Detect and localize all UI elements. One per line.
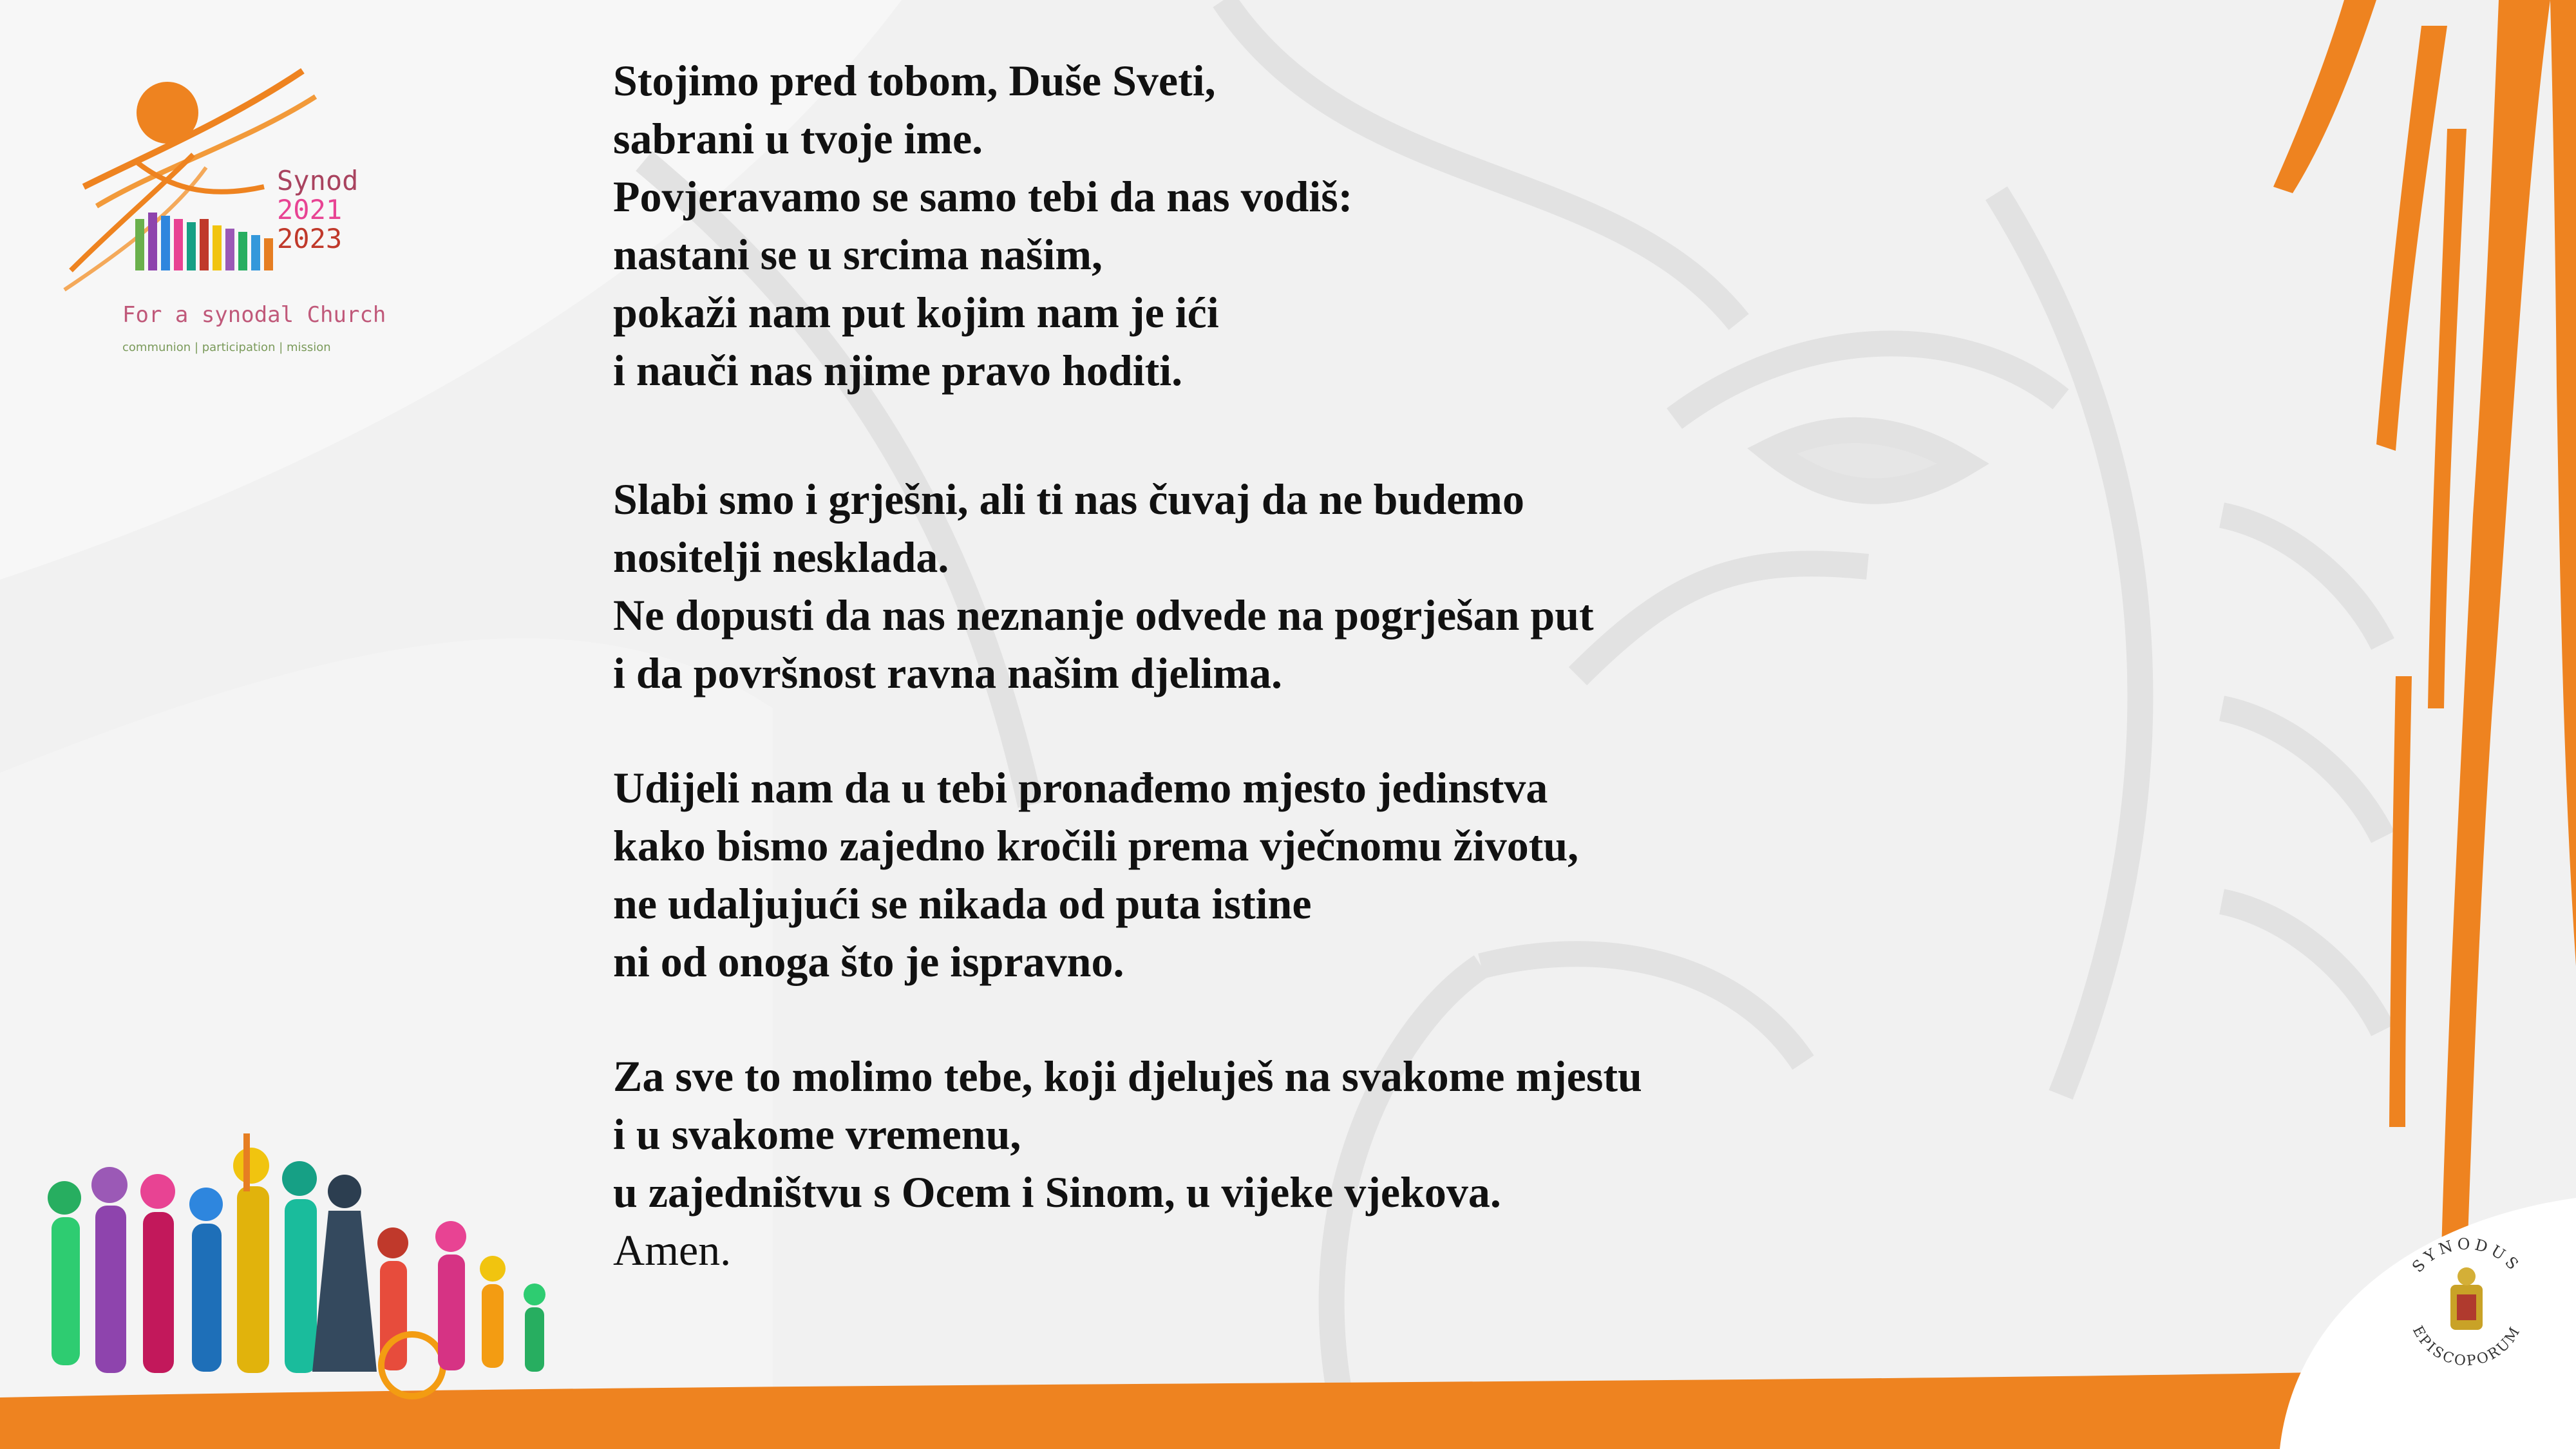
- prayer-line: nositelji nesklada.: [613, 533, 949, 582]
- prayer-line: ne udaljujući se nikada od puta istine: [613, 879, 1312, 928]
- prayer-stanza-2: [613, 470, 1901, 702]
- logo-year-start: 2021: [277, 194, 343, 225]
- prayer-line: Slabi smo i grješni, ali ti nas čuvaj da ne budemo: [613, 475, 1524, 524]
- people-illustration: [26, 1121, 580, 1423]
- prayer-line: pokaži nam put kojim nam je ići: [613, 288, 1219, 337]
- prayer-line: kako bismo zajedno kročili prema vječnomu životu,: [613, 821, 1579, 870]
- prayer-line: u zajedništvu s Ocem i Sinom, u vijeke vjekova.: [613, 1168, 1501, 1217]
- stanza-gap: [613, 399, 1901, 470]
- stanza-gap: [613, 702, 1901, 759]
- prayer-stanza-3: [613, 759, 1901, 990]
- prayer-line: ni od onoga što je ispravno.: [613, 937, 1124, 986]
- prayer-line: nastani se u srcima našim,: [613, 230, 1103, 279]
- prayer-amen: Amen.: [613, 1226, 732, 1274]
- synodus-episcoporum-seal-icon: [2450, 1267, 2483, 1330]
- prayer-line: sabrani u tvoje ime.: [613, 114, 983, 163]
- logo-subtitle: communion | participation | mission: [122, 341, 331, 354]
- prayer-line: Stojimo pred tobom, Duše Sveti,: [613, 56, 1216, 105]
- prayer-line: Povjeravamo se samo tebi da nas vodiš:: [613, 172, 1353, 221]
- seal-text-top: SYNODUS: [2409, 1235, 2524, 1276]
- logo-tagline: For a synodal Church: [122, 302, 386, 328]
- prayer-text: [613, 52, 1901, 1279]
- prayer-line: Za sve to molimo tebe, koji djeluješ na svakome mjestu: [613, 1052, 1642, 1101]
- synodus-episcoporum-seal: [2383, 1224, 2550, 1391]
- people-group-icon: [48, 1133, 545, 1396]
- prayer-stanza-1: [613, 52, 1901, 399]
- prayer-line: Ne dopusti da nas neznanje odvede na pogrješan put: [613, 591, 1594, 639]
- prayer-line: Udijeli nam da u tebi pronađemo mjesto jedinstva: [613, 763, 1548, 812]
- prayer-line: i da površnost ravna našim djelima.: [613, 649, 1282, 697]
- prayer-line: i nauči nas njime pravo hoditi.: [613, 346, 1183, 395]
- logo-year-end: 2023: [277, 223, 343, 254]
- prayer-line: i u svakome vremenu,: [613, 1110, 1021, 1159]
- svg-text:EPISCOPORUM: [2409, 1323, 2524, 1370]
- stanza-gap: [613, 990, 1901, 1047]
- logo-title: Synod: [277, 165, 359, 196]
- seal-text-bottom: EPISCOPORUM: [2409, 1323, 2524, 1370]
- synod-logo: [58, 58, 444, 367]
- prayer-stanza-4: [613, 1047, 1901, 1279]
